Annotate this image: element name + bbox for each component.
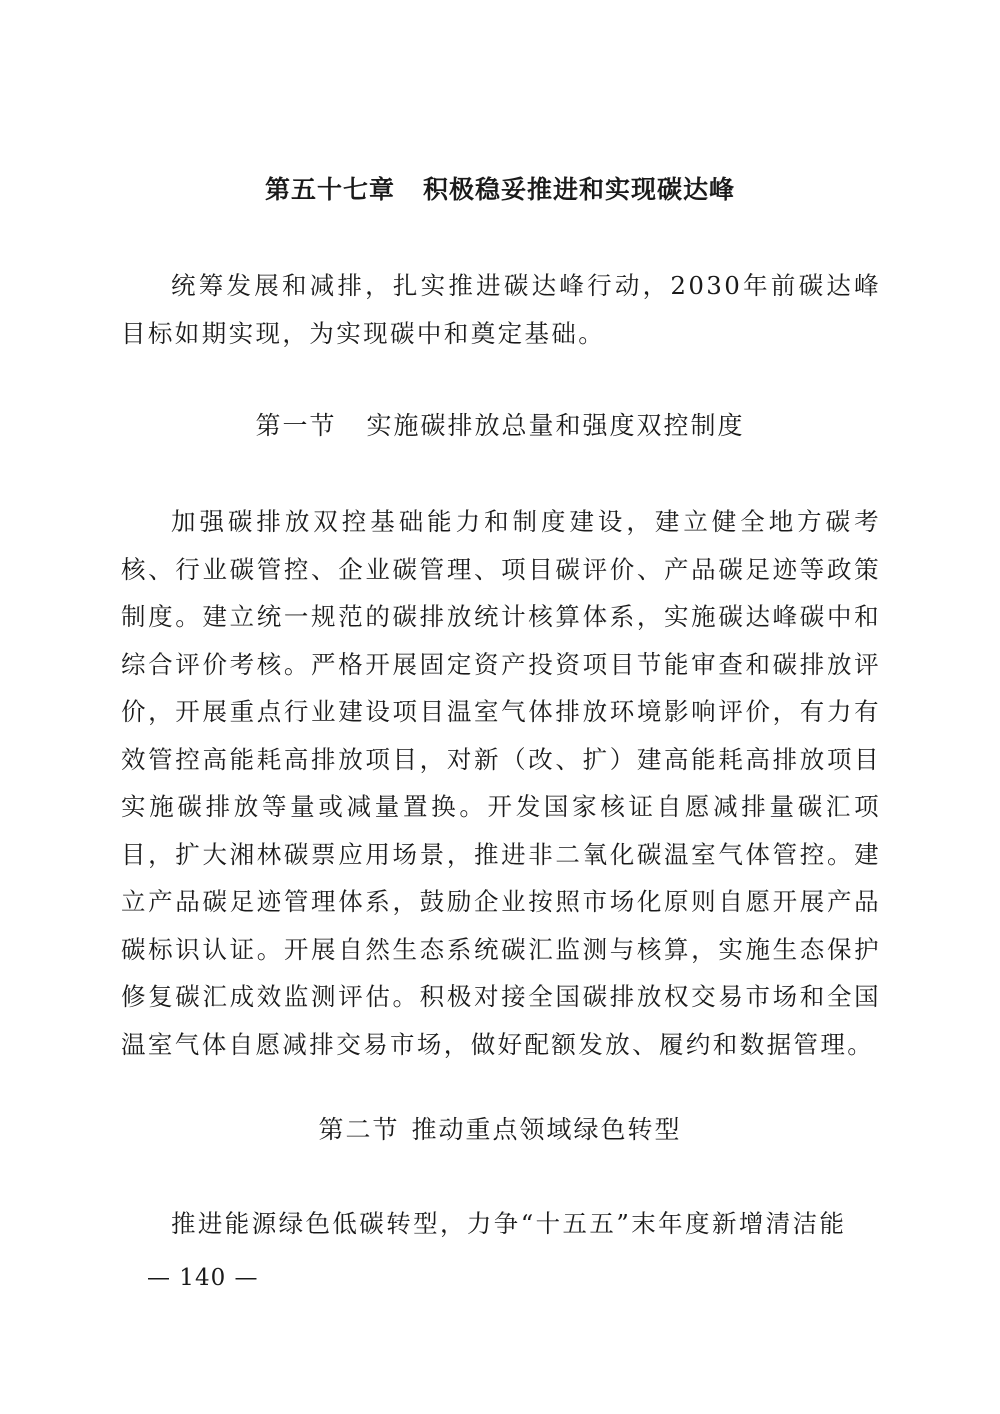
- chapter-number: 第五十七章: [264, 175, 395, 204]
- section-2-heading: [0, 1110, 1000, 1150]
- chapter-heading: [0, 170, 1000, 210]
- section-1-heading: [0, 406, 1000, 446]
- section-2-title: 推动重点领域绿色转型: [411, 1115, 682, 1144]
- intro-paragraph: 统筹发展和减排，扎实推进碳达峰行动，2030年前碳达峰目标如期实现，为实现碳中和奠定基础。: [121, 271, 881, 348]
- section-1-number: 第一节: [255, 411, 337, 440]
- section-1-title: 实施碳排放总量和强度双控制度: [366, 411, 745, 440]
- chapter-title: 积极稳妥推进和实现碳达峰: [423, 175, 736, 204]
- section-2-paragraph: 推进能源绿色低碳转型，力争“十五五”末年度新增清洁能: [171, 1209, 847, 1238]
- section-2-number: 第二节: [318, 1115, 400, 1144]
- section-1-paragraph: 加强碳排放双控基础能力和制度建设，建立健全地方碳考核、行业碳管控、企业碳管理、项目碳评价、产品碳足迹等政策制度。建立统一规范的碳排放统计核算体系，实施碳达峰碳中和综合评价考核。严格开展固定资产投资项目节能审查和碳排放评价，开展重点行业建设项目温室气体排放环境影响评价，有力有效管控高能耗高排放项目，对新（改、扩）建高能耗高排放项目实施碳排放等量或减量置换。开发国家核证自愿减排量碳汇项目，扩大湘林碳票应用场景，推进非二氧化碳温室气体管控。建立产品碳足迹管理体系，鼓励企业按照市场化原则自愿开展产品碳标识认证。开展自然生态系统碳汇监测与核算，实施生态保护修复碳汇成效监测评估。积极对接全国碳排放权交易市场和全国温室气体自愿减排交易市场，做好配额发放、履约和数据管理。: [121, 507, 881, 1059]
- page-number: — 140 —: [147, 1265, 259, 1291]
